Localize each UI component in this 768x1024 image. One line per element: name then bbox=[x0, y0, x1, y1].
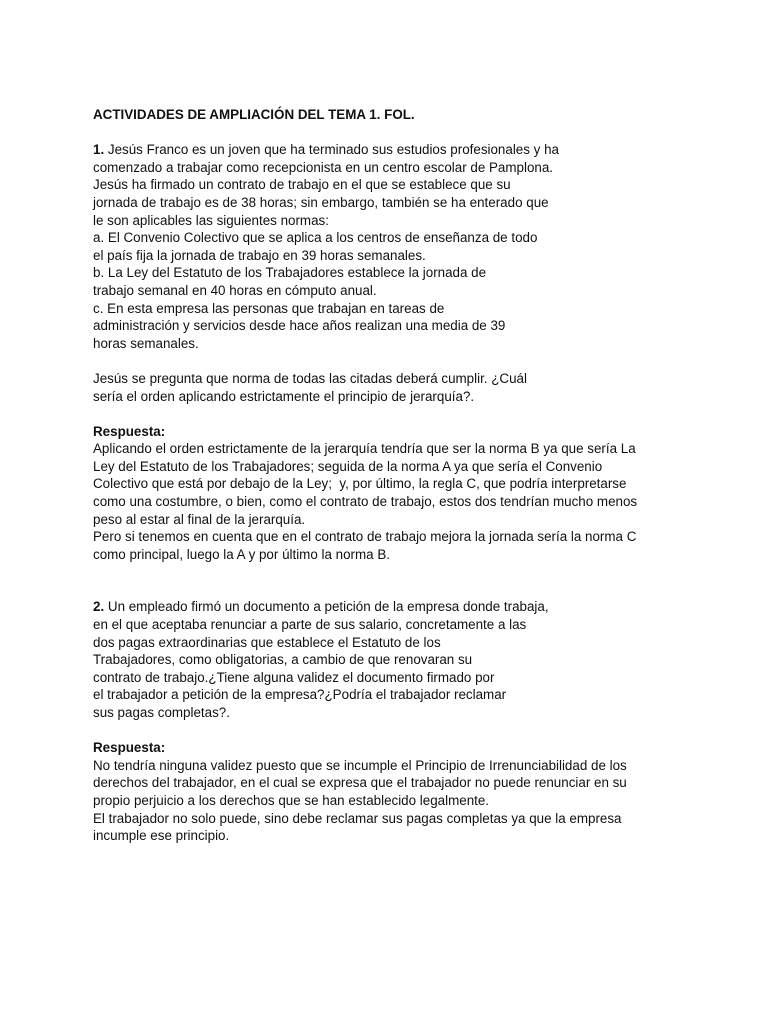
q1-line: le son aplicables las siguientes normas: bbox=[93, 212, 329, 228]
q1-first-line bbox=[93, 141, 693, 159]
q1-answer-line: Ley del Estatuto de los Trabajadores; seguida de la norma A ya que sería el Convenio bbox=[93, 458, 603, 474]
q2-line: contrato de trabajo.¿Tiene alguna validez el documento firmado por bbox=[93, 669, 495, 685]
spacer bbox=[93, 563, 693, 598]
q1-question-line: sería el orden aplicando estrictamente el principio de jerarquía?. bbox=[93, 388, 475, 404]
q2-number: 2. bbox=[93, 599, 105, 615]
q2-line: Trabajadores, como obligatorias, a cambio de que renovaran su bbox=[93, 652, 473, 668]
q1-answer-line: como una costumbre, o bien, como el contrato de trabajo, estos dos tendrían mucho menos bbox=[93, 494, 638, 510]
spacer bbox=[93, 405, 693, 423]
q2-answer-line: No tendría ninguna validez puesto que se incumple el Principio de Irrenunciabilidad de los bbox=[93, 757, 627, 773]
document-title: ACTIVIDADES DE AMPLIACIÓN DEL TEMA 1. FOL. bbox=[93, 107, 415, 122]
q1-line: c. En esta empresa las personas que trabajan en tareas de bbox=[93, 300, 445, 316]
spacer bbox=[93, 722, 693, 740]
q1-answer-line: Pero si tenemos en cuenta que en el contrato de trabajo mejora la jornada sería la norma C bbox=[93, 529, 637, 545]
q1-question-line: Jesús se pregunta que norma de todas las citadas deberá cumplir. ¿Cuál bbox=[93, 370, 527, 386]
q1-line: jornada de trabajo es de 38 horas; sin embargo, también se ha enterado que bbox=[93, 194, 549, 210]
q1-line: Jesús ha firmado un contrato de trabajo en el que se establece que su bbox=[93, 177, 511, 193]
q2-line: Un empleado firmó un documento a petición de la empresa donde trabaja, bbox=[104, 599, 549, 615]
q1-answer-line: Colectivo que está por debajo de la Ley; y, por último, la regla C, que podría interpretarse bbox=[93, 476, 627, 492]
q2-answer-line: incumple ese principio. bbox=[93, 828, 230, 844]
q1-line: el país fija la jornada de trabajo en 39 horas semanales. bbox=[93, 247, 426, 263]
q2-line: en el que aceptaba renunciar a parte de sus salario, concretamente a las bbox=[93, 617, 527, 633]
q2-line: dos pagas extraordinarias que establece el Estatuto de los bbox=[93, 634, 441, 650]
q2-first-line bbox=[93, 598, 693, 616]
q1-answer-line: Aplicando el orden estrictamente de la jerarquía tendría que ser la norma B ya que sería La bbox=[93, 441, 636, 457]
spacer bbox=[93, 124, 693, 142]
q2-answer-line: derechos del trabajador, en el cual se expresa que el trabajador no puede renunciar en su bbox=[93, 775, 627, 791]
q1-line: a. El Convenio Colectivo que se aplica a los centros de enseñanza de todo bbox=[93, 230, 538, 246]
q1-answer-heading: Respuesta: bbox=[93, 423, 166, 439]
q1-line: trabajo semanal en 40 horas en cómputo anual. bbox=[93, 282, 377, 298]
q1-line: horas semanales. bbox=[93, 335, 199, 351]
document-body bbox=[93, 106, 693, 845]
q2-answer-line: El trabajador no solo puede, sino debe reclamar sus pagas completas ya que la empresa bbox=[93, 810, 622, 826]
q1-line: comenzado a trabajar como recepcionista en un centro escolar de Pamplona. bbox=[93, 159, 554, 175]
q1-number: 1. bbox=[93, 142, 105, 158]
q1-answer-line: como principal, luego la A y por último la norma B. bbox=[93, 546, 390, 562]
q1-line: Jesús Franco es un joven que ha terminado sus estudios profesionales y ha bbox=[104, 142, 559, 158]
q1-line: b. La Ley del Estatuto de los Trabajadores establece la jornada de bbox=[93, 265, 487, 281]
q2-line: sus pagas completas?. bbox=[93, 705, 230, 720]
q1-answer-line: peso al estar al final de la jerarquía. bbox=[93, 511, 306, 527]
spacer bbox=[93, 352, 693, 370]
q1-line: administración y servicios desde hace años realizan una media de 39 bbox=[93, 318, 506, 334]
q2-answer-heading: Respuesta: bbox=[93, 740, 166, 756]
q2-answer-line: propio perjuicio a los derechos que se han establecido legalmente. bbox=[93, 792, 490, 808]
q2-line: el trabajador a petición de la empresa?¿Podría el trabajador reclamar bbox=[93, 687, 507, 703]
